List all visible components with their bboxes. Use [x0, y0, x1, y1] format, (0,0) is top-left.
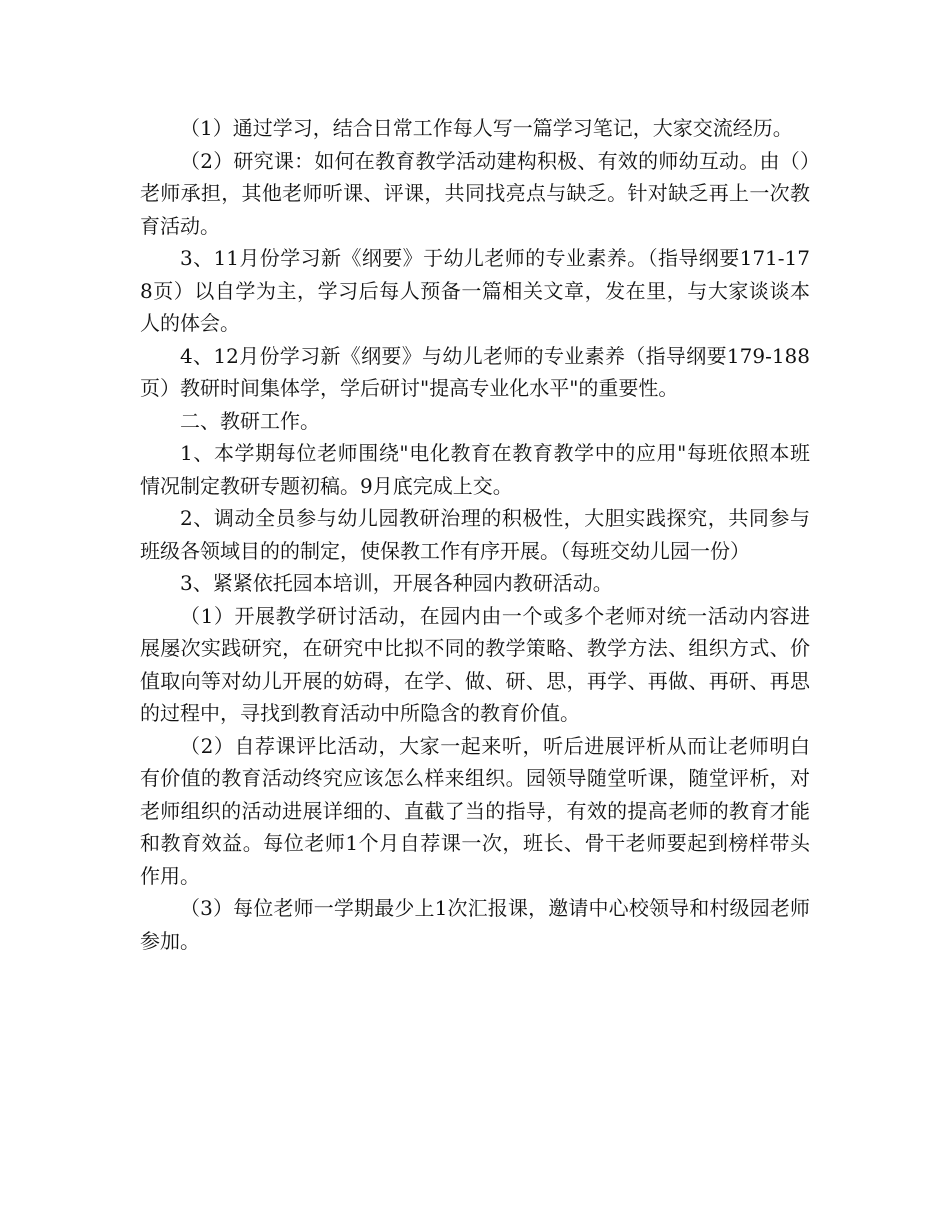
paragraph-staff-participation: 2、调动全员参与幼儿园教研治理的积极性，大胆实践探究，共同参与班级各领域目的的制定，使保教工作有序开展。（每班交幼儿园一份）: [140, 506, 810, 563]
paragraph-november-study: 3、11月份学习新《纲要》于幼儿老师的专业素养。（指导纲要171-178页）以自学为主，学习后每人预备一篇相关文章，发在里，与大家谈谈本人的体会。: [140, 246, 810, 335]
section-heading-teaching-research: 二、教研工作。: [180, 408, 320, 433]
paragraph-report-lesson: （3）每位老师一学期最少上1次汇报课，邀请中心校领导和村级园老师参加。: [140, 896, 810, 953]
document-body: [140, 112, 810, 957]
paragraph-december-study: 4、12月份学习新《纲要》与幼儿老师的专业素养（指导纲要179-188页）教研时间集体学，学后研讨"提高专业化水平"的重要性。: [140, 343, 810, 400]
paragraph-research-class: （2）研究课：如何在教育教学活动建构积极、有效的师幼互动。由（）老师承担，其他老师听课、评课，共同找亮点与缺乏。针对缺乏再上一次教育活动。: [140, 148, 810, 238]
paragraph-research-topic: 1、本学期每位老师围绕"电化教育在教育教学中的应用"每班依照本班情况制定教研专题初稿。9月底完成上交。: [140, 441, 810, 498]
paragraph-teaching-seminar: （1）开展教学研讨活动，在园内由一个或多个老师对统一活动内容进展屡次实践研究，在研究中比拟不同的教学策略、教学方法、组织方式、价值取向等对幼儿开展的妨碍，在学、做、研、思，再学、再做、再研、再思的过程中，寻找到教育活动中所隐含的教育价值。: [140, 603, 810, 725]
paragraph-school-training: 3、紧紧依托园本培训，开展各种园内教研活动。: [180, 571, 613, 595]
paragraph-study-notes: （1）通过学习，结合日常工作每人写一篇学习笔记，大家交流经历。: [180, 116, 793, 140]
paragraph-recommended-lesson: （2）自荐课评比活动，大家一起来听，听后进展评析从而让老师明白有价值的教育活动终究应该怎么样来组织。园领导随堂听课，随堂评析，对老师组织的活动进展详细的、直截了当的指导，有效的提高老师的教育才能和教育效益。每位老师1个月自荐课一次，班长、骨干老师要起到榜样带头作用。: [140, 733, 810, 888]
